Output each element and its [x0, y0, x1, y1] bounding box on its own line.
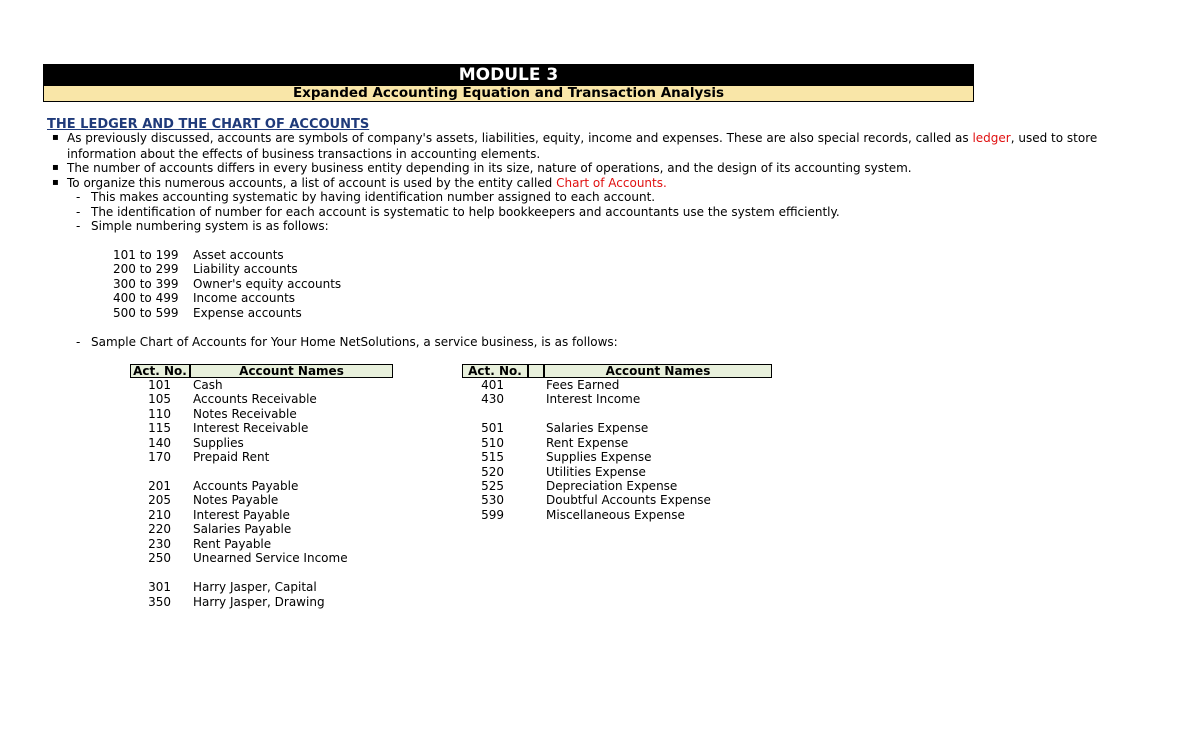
account-number: 525: [481, 479, 504, 493]
dash-sample-chart: Sample Chart of Accounts for Your Home NetSolutions, a service business, is as follows:: [91, 335, 618, 349]
account-number: 101: [148, 378, 171, 392]
account-name: Miscellaneous Expense: [546, 508, 685, 522]
left-header-act-no: Act. No.: [130, 364, 190, 378]
left-header-account-names: Account Names: [190, 364, 393, 378]
right-header-act-no: Act. No.: [462, 364, 528, 378]
account-name: Salaries Expense: [546, 421, 649, 435]
account-name: Accounts Payable: [193, 479, 299, 493]
account-number: 501: [481, 421, 504, 435]
account-number: 220: [148, 522, 171, 536]
account-name: Salaries Payable: [193, 522, 292, 536]
dash-numbering-intro: Simple numbering system is as follows:: [91, 219, 329, 233]
numbering-range: 500 to 599: [113, 306, 179, 320]
bullet-marker: ▪: [52, 132, 59, 143]
bullet-ledger-continuation: information about the effects of business transactions in accounting elements.: [67, 147, 541, 161]
account-name: Rent Expense: [546, 436, 629, 450]
dash-identification: The identification of number for each account is systematic to help bookkeepers and accountants use the system efficiently.: [91, 205, 840, 219]
numbering-range: 400 to 499: [113, 291, 179, 305]
bullet-marker: ▪: [52, 177, 59, 188]
account-name: Prepaid Rent: [193, 450, 270, 464]
account-number: 140: [148, 436, 171, 450]
account-number: 430: [481, 392, 504, 406]
numbering-desc: Income accounts: [193, 291, 296, 305]
numbering-range: 101 to 199: [113, 248, 179, 262]
ledger-term: ledger: [972, 131, 1011, 145]
bullet-ledger-part2: , used to store: [1010, 131, 1098, 145]
account-number: 530: [481, 493, 504, 507]
account-name: Notes Receivable: [193, 407, 297, 421]
account-number: 350: [148, 595, 171, 609]
numbering-desc: Asset accounts: [193, 248, 284, 262]
numbering-desc: Liability accounts: [193, 262, 298, 276]
bullet-ledger-text: [67, 131, 1097, 145]
account-number: 105: [148, 392, 171, 406]
bullet-chart-of-accounts: [67, 176, 667, 190]
dash-marker: -: [76, 335, 81, 349]
dash-marker: -: [76, 219, 81, 233]
account-number: 250: [148, 551, 171, 565]
numbering-desc: Expense accounts: [193, 306, 302, 320]
bullet-marker: ▪: [52, 162, 59, 173]
account-name: Notes Payable: [193, 493, 279, 507]
account-number: 110: [148, 407, 171, 421]
account-number: 115: [148, 421, 171, 435]
account-name: Harry Jasper, Capital: [193, 580, 317, 594]
account-name: Utilities Expense: [546, 465, 646, 479]
numbering-desc: Owner's equity accounts: [193, 277, 342, 291]
account-name: Depreciation Expense: [546, 479, 678, 493]
module-subtitle: Expanded Accounting Equation and Transaction Analysis: [43, 85, 974, 102]
account-number: 210: [148, 508, 171, 522]
account-name: Doubtful Accounts Expense: [546, 493, 711, 507]
dash-systematic: This makes accounting systematic by having identification number assigned to each account.: [91, 190, 656, 204]
bullet-chart-part1: To organize this numerous accounts, a list of account is used by the entity called: [67, 176, 553, 190]
dash-marker: -: [76, 205, 81, 219]
account-name: Accounts Receivable: [193, 392, 317, 406]
account-number: 510: [481, 436, 504, 450]
account-name: Interest Payable: [193, 508, 290, 522]
account-number: 230: [148, 537, 171, 551]
account-number: 599: [481, 508, 504, 522]
account-name: Harry Jasper, Drawing: [193, 595, 325, 609]
account-name: Interest Income: [546, 392, 641, 406]
account-name: Supplies Expense: [546, 450, 652, 464]
account-name: Cash: [193, 378, 223, 392]
right-header-spacer: [528, 364, 544, 378]
account-name: Unearned Service Income: [193, 551, 348, 565]
account-name: Interest Receivable: [193, 421, 309, 435]
account-number: 401: [481, 378, 504, 392]
account-number: 205: [148, 493, 171, 507]
account-number: 201: [148, 479, 171, 493]
account-name: Fees Earned: [546, 378, 620, 392]
bullet-ledger-part1: As previously discussed, accounts are symbols of company's assets, liabilities, equity, income and expenses. These are also special records, called as: [67, 131, 969, 145]
account-number: 520: [481, 465, 504, 479]
account-number: 301: [148, 580, 171, 594]
right-header-account-names: Account Names: [544, 364, 772, 378]
account-number: 170: [148, 450, 171, 464]
account-name: Supplies: [193, 436, 244, 450]
dash-marker: -: [76, 190, 81, 204]
chart-of-accounts-term: Chart of Accounts.: [556, 176, 667, 190]
section-title: THE LEDGER AND THE CHART OF ACCOUNTS: [47, 117, 370, 132]
numbering-range: 200 to 299: [113, 262, 179, 276]
account-number: 515: [481, 450, 504, 464]
numbering-range: 300 to 399: [113, 277, 179, 291]
module-title: MODULE 3: [43, 64, 974, 85]
account-name: Rent Payable: [193, 537, 272, 551]
bullet-number-of-accounts: The number of accounts differs in every business entity depending in its size, nature of operations, and the design of its accounting system.: [67, 161, 912, 175]
